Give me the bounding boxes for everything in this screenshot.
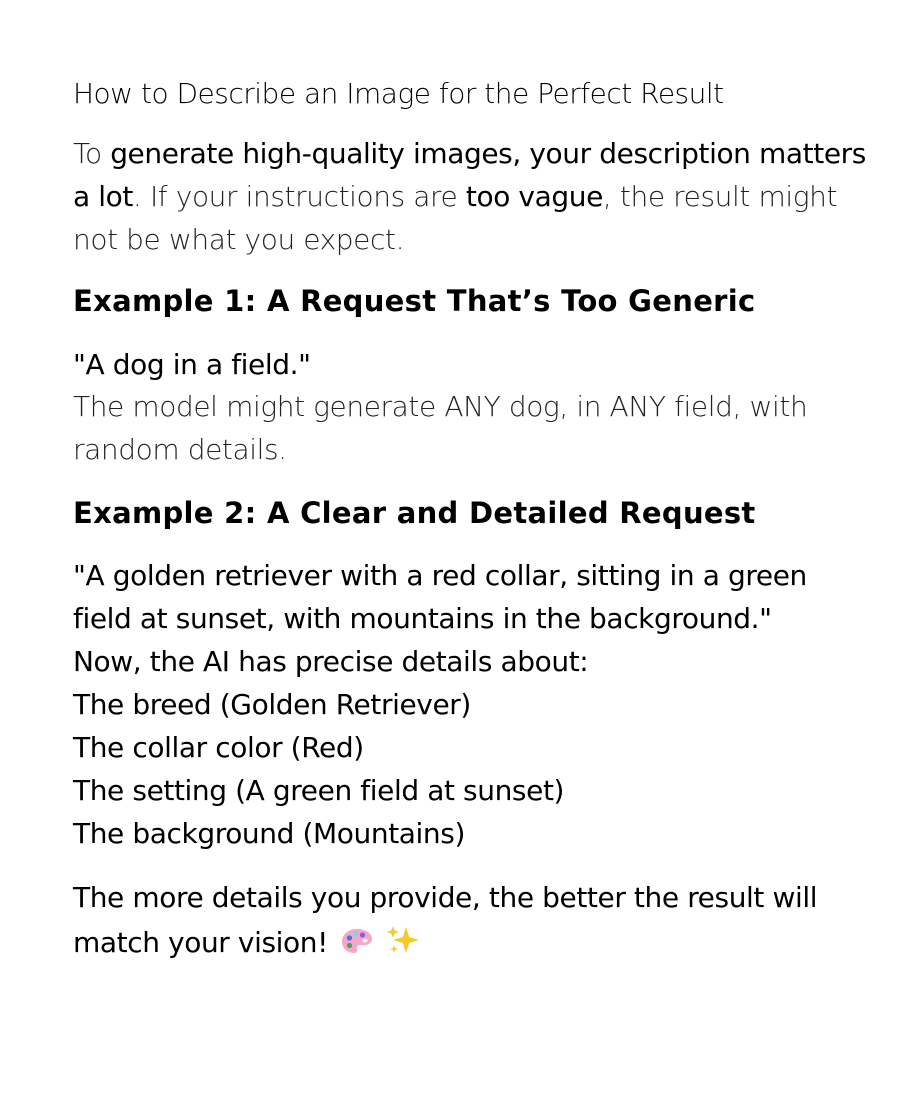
intro-text-1: To	[73, 137, 111, 170]
example-1-quote: "A dog in a field."	[73, 348, 311, 381]
intro-emphasis-3: too vague	[465, 180, 603, 213]
example-2-heading: Example 2: A Clear and Detailed Request	[73, 496, 756, 530]
example-1-explanation: The model might generate ANY dog, in ANY field, with random details.	[73, 390, 808, 466]
example-2-block	[73, 554, 873, 855]
document-page	[73, 72, 873, 969]
example-2-lead: Now, the AI has precise details about:	[73, 645, 589, 678]
intro-text-3: . If your instructions are	[132, 180, 466, 213]
example-1-heading: Example 1: A Request That’s Too Generic	[73, 284, 756, 318]
detail-item-collar-color: The collar color (Red)	[73, 731, 364, 764]
palette-icon	[340, 924, 374, 969]
sparkles-icon	[386, 924, 422, 969]
intro-emphasis-2: your description matters a lot	[73, 137, 866, 213]
closing-paragraph	[73, 875, 873, 969]
detail-item-setting: The setting (A green field at sunset)	[73, 774, 565, 807]
document-title: How to Describe an Image for the Perfect Result	[73, 77, 724, 110]
closing-text: The more details you provide, the better the result will match your vision!	[73, 881, 818, 959]
example-2-quote: "A golden retriever with a red collar, sitting in a green field at sunset, with mountains in the background."	[73, 559, 807, 635]
intro-paragraph	[73, 132, 873, 261]
intro-text-4: , the result might not be what you expect.	[73, 180, 838, 256]
intro-emphasis-1: generate high-quality images	[110, 137, 513, 170]
intro-text-2: ,	[512, 137, 530, 170]
detail-item-background: The background (Mountains)	[73, 817, 465, 850]
detail-item-breed: The breed (Golden Retriever)	[73, 688, 471, 721]
